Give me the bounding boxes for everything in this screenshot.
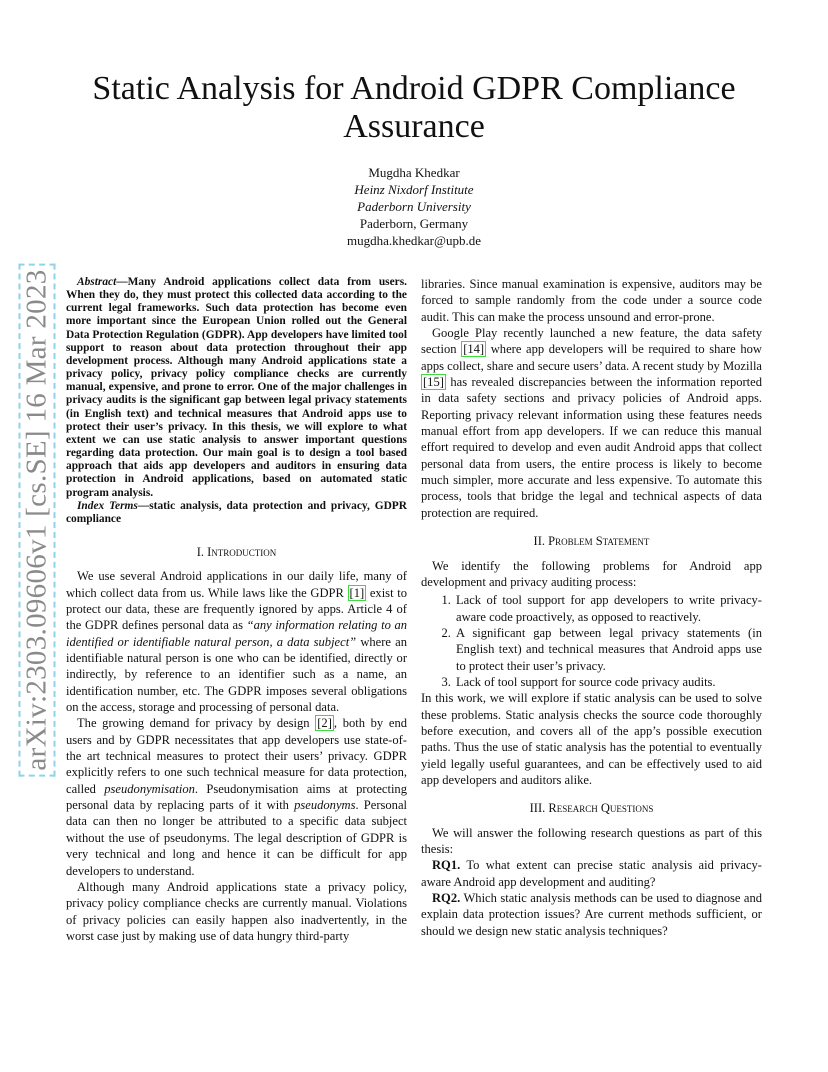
- rq1-label: RQ1.: [432, 858, 461, 873]
- abstract-label: Abstract: [77, 276, 117, 288]
- term-pseudonyms: pseudonyms: [294, 798, 356, 813]
- problem-item-1: 1. Lack of tool support for app developers to write privacy-aware code proactively, as opposed to reactively.: [454, 592, 762, 625]
- intro-p1-text-b: exist to protect our data, these are frequently ignored by apps. Article 4 of the GDPR defines personal data as: [66, 585, 407, 633]
- intro-p2-text-a: The growing demand for privacy by design: [77, 716, 316, 731]
- author-block: [214, 164, 614, 249]
- intro-p4-text-a: Google Play recently launched a new feature, the data safety section: [421, 326, 762, 357]
- intro-paragraph-3: Although many Android applications state a privacy policy, privacy policy compliance checks are currently manual. Violations of privacy policies can easily happen also inadvertently, in the worst case just by making use of data hungry third-party: [66, 879, 407, 943]
- intro-paragraph-3-continued: libraries. Since manual examination is expensive, auditors may be forced to sample randomly from the code under a source code audit. This can make the process unsound and error-prone.: [421, 277, 762, 324]
- rq1-text: To what extent can precise static analysis aid privacy-aware Android app development and auditing?: [421, 858, 762, 889]
- intro-p4-text-c: has revealed discrepancies between the information reported in data safety sections and privacy policies of Android apps. Reporting privacy relevant information using these features needs manual effort from app developers. If we can reduce this manual effort required to develop and even audit Android apps that collect personal data from users, the entire process is likely to become much simpler, more accurate and less expensive. To automate this process, tools that bridge the legal and technical aspects of data protection are required.: [421, 375, 762, 520]
- problem-intro: We identify the following problems for Android app development and privacy auditing process:: [421, 558, 762, 589]
- problem-item-3: 3. Lack of tool support for source code privacy audits.: [454, 674, 762, 690]
- citation-link-1[interactable]: [1]: [349, 585, 365, 600]
- intro-p2-text-b: , both by end users and by GDPR necessitates that app developers use state-of-the art technical measures to protect their users’ privacy. GDPR explicitly refers to one such technical measure for data protection, called: [66, 716, 407, 796]
- index-terms-text: —static analysis, data protection and privacy, GDPR compliance: [66, 499, 407, 525]
- left-column: [66, 276, 407, 944]
- section-heading-introduction: I. Introduction: [196, 544, 277, 559]
- author-university: Paderborn University: [357, 199, 471, 214]
- author-name: Mugdha Khedkar: [368, 165, 460, 180]
- term-pseudonymisation: pseudonymisation: [104, 781, 195, 796]
- paper-title: Static Analysis for Android GDPR Compliance Assurance: [92, 70, 736, 145]
- rq-intro: We will answer the following research questions as part of this thesis:: [421, 825, 762, 856]
- problem-conclusion: In this work, we will explore if static analysis can be used to solve these problems. Static analysis checks the source code thoroughly before execution, and covers all of the app’s possible execution paths. Thus the use of static analysis has the potential to eventually yield legally useful guarantees, and can be effectively used to aid app developers and auditors alike.: [421, 691, 762, 787]
- author-location: Paderborn, Germany: [359, 216, 469, 231]
- problem-list: [421, 592, 762, 690]
- intro-paragraph-4: [421, 325, 762, 521]
- author-email[interactable]: mugdha.khedkar@upb.de: [347, 233, 481, 248]
- right-column: [421, 276, 762, 939]
- index-terms-label: Index Terms: [77, 499, 138, 512]
- intro-paragraph-1: [66, 568, 407, 715]
- section-heading-research-questions: III. Research Questions: [529, 801, 654, 816]
- citation-link-2[interactable]: [2]: [317, 716, 332, 731]
- intro-p1-text-c: where an identifiable natural person is one who can be identified, directly or indirectly, by reference to an identifier such as a name, an identification number, etc. The GDPR imposes several obligations on the access, storage and processing of personal data.: [66, 634, 407, 715]
- section-heading-problem-statement: II. Problem Statement: [533, 534, 650, 549]
- arxiv-stamp: arXiv:2303.09606v1 [cs.SE] 16 Mar 2023: [19, 263, 56, 776]
- intro-p4-text-b: where app developers will be required to share how apps collect, share and secure users’ data. A recent study by Mozilla: [421, 342, 762, 373]
- intro-p2-text-d: . Personal data can then no longer be attributed to a specific data subject without the use of pseudonyms. The legal description of GDPR is very technical and long and hence it can be difficult for app developers to understand.: [66, 798, 408, 878]
- rq2: [421, 890, 762, 939]
- rq1: [421, 857, 762, 890]
- intro-p2-text-c: . Pseudonymisation aims at protecting personal data by replacing parts of it with: [66, 781, 407, 813]
- gdpr-definition-quote: “any information relating to an identified or identifiable natural person, a data subject”: [66, 618, 408, 649]
- rq2-text: Which static analysis methods can be used to diagnose and explain data protection issues? Are current methods sufficient, or should we design new static analysis techniques?: [421, 891, 762, 938]
- citation-link-14[interactable]: [14]: [463, 342, 485, 357]
- rq2-label: RQ2.: [432, 891, 461, 906]
- citation-link-15[interactable]: [15]: [423, 375, 444, 390]
- abstract-text: —Many Android applications collect data from users. When they do, they must protect this collected data according to the current legal frameworks. Such data protection has become even more important since the European Union rolled out the General Data Protection Regulation (GDPR). App developers have limited tool support to reason about data protection throughout their app development process. Although many Android applications state a privacy policy, privacy policy compliance checks are currently manual, expensive, and prone to error. One of the major challenges in privacy audits is the significant gap between legal privacy statements (in English text) and technical measures that Android apps use to protect their user’s privacy. In this thesis, we will explore to what extent we can use static analysis to answer important questions regarding data protection. Our main goal is to design a tool based approach that aids app developers and auditors in ensuring data protection in Android applications, based on automated static program analysis.: [66, 276, 407, 499]
- author-institute: Heinz Nixdorf Institute: [354, 182, 474, 197]
- problem-item-2: 2. A significant gap between legal privacy statements (in English text) and technical measures that Android apps use to protect their user’s privacy.: [454, 625, 762, 674]
- intro-p1-text-a: We use several Android applications in our daily life, many of which collect data from us. While laws like the GDPR: [66, 569, 407, 600]
- intro-paragraph-2: [66, 715, 407, 878]
- abstract: [66, 276, 407, 500]
- index-terms: [66, 500, 407, 526]
